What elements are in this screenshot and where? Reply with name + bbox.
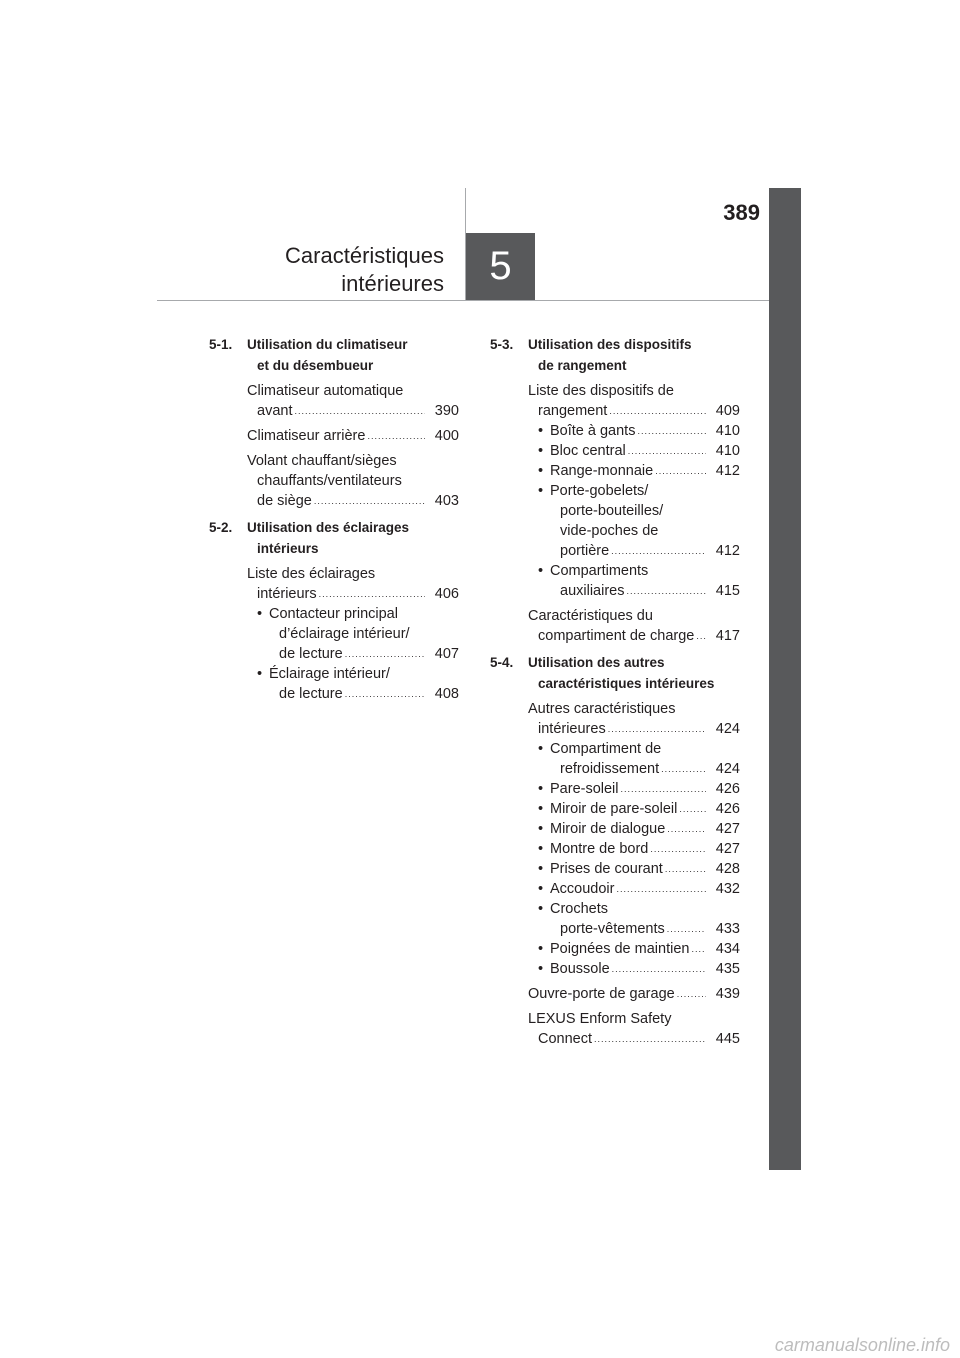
toc-subentry[interactable] <box>538 461 740 481</box>
section-title-line: Utilisation des dispositifs <box>528 337 692 352</box>
section-number: 5-3. <box>490 337 514 352</box>
entry-text-line: intérieurs ..... <box>247 584 425 604</box>
toc-subentry[interactable] <box>538 421 740 441</box>
entry-page-number: 445 <box>706 1029 740 1049</box>
entry-page-number: 428 <box>706 859 740 879</box>
entry-text-line: • Boîte à gants ..... <box>550 421 706 441</box>
toc-subentry[interactable] <box>538 879 740 899</box>
toc-section <box>209 334 459 511</box>
entry-text-line: • Miroir de pare-soleil ..... <box>550 799 706 819</box>
toc-subentry[interactable] <box>257 664 459 704</box>
entry-page-number: 426 <box>706 799 740 819</box>
watermark-footer: carmanualsonline.info <box>774 1335 950 1355</box>
entry-text-line: • Miroir de dialogue ..... <box>550 819 706 839</box>
toc-entry[interactable] <box>247 564 459 604</box>
toc-subentry[interactable] <box>538 441 740 461</box>
toc-subentry[interactable] <box>538 561 740 601</box>
entry-page-number: 427 <box>706 819 740 839</box>
entry-text-line: • Montre de bord ..... <box>550 839 706 859</box>
toc-section <box>490 334 740 646</box>
chapter-title-line1: Caractéristiques <box>285 243 444 268</box>
entry-page-number: 408 <box>425 684 459 704</box>
entry-page-number: 400 <box>425 426 459 446</box>
section-heading[interactable] <box>490 334 740 376</box>
toc-subentry[interactable] <box>538 959 740 979</box>
entry-text-line: de lecture ..... <box>269 684 425 704</box>
entry-page-number: 412 <box>706 541 740 561</box>
toc-entry[interactable] <box>528 699 740 739</box>
entry-page-number: 410 <box>706 421 740 441</box>
section-heading[interactable] <box>490 652 740 694</box>
entry-page-number: 415 <box>706 581 740 601</box>
entry-page-number: 434 <box>706 939 740 959</box>
entry-page-number: 439 <box>706 984 740 1004</box>
entry-page-number: 426 <box>706 779 740 799</box>
entry-page-number: 417 <box>706 626 740 646</box>
toc-entry[interactable] <box>247 381 459 421</box>
entry-text-line: chauffants/ventilateurs <box>257 473 402 489</box>
section-title <box>528 652 740 694</box>
entry-text-line: Liste des éclairages <box>247 566 376 582</box>
toc-section <box>209 517 459 704</box>
toc-subentry[interactable] <box>538 481 740 561</box>
entry-text-line: • Crochets <box>550 901 609 917</box>
entry-text-line: rangement ..... <box>528 401 706 421</box>
entry-page-number: 435 <box>706 959 740 979</box>
entry-text-line: • Poignées de maintien ..... <box>550 939 706 959</box>
entry-text-line: • Prises de courant ..... <box>550 859 706 879</box>
entry-page-number: 406 <box>425 584 459 604</box>
entry-text-line: Liste des dispositifs de <box>528 383 674 399</box>
toc-left-column <box>209 334 459 710</box>
chapter-number: 5 <box>489 244 512 288</box>
section-title-line: Utilisation des autres <box>528 655 665 670</box>
entry-text-line: porte-bouteilles/ <box>560 503 664 519</box>
chapter-side-tab <box>769 188 801 1170</box>
entry-text-line: • Bloc central ..... <box>550 441 706 461</box>
chapter-title-line2: intérieures <box>341 271 444 296</box>
entry-text-line: intérieures ..... <box>528 719 706 739</box>
entry-text-line: • Range-monnaie ..... <box>550 461 706 481</box>
toc-right-column <box>490 334 740 1055</box>
section-title-line: Utilisation du climatiseur <box>247 337 408 352</box>
entry-text-line: d’éclairage intérieur/ <box>279 626 410 642</box>
section-number: 5-1. <box>209 337 233 352</box>
entry-page-number: 403 <box>425 491 459 511</box>
entry-text-line: Caractéristiques du <box>528 608 653 624</box>
toc-entry[interactable] <box>528 606 740 646</box>
entry-text-line: avant ..... <box>247 401 425 421</box>
entry-text-line: Climatiseur automatique <box>247 383 404 399</box>
entry-text-line: Climatiseur arrière ..... <box>247 426 425 446</box>
entry-text-line: portière ..... <box>550 541 706 561</box>
entry-text-line: Volant chauffant/sièges <box>247 453 397 469</box>
entry-text-line: • Boussole ..... <box>550 959 706 979</box>
entry-text-line: • Pare-soleil ..... <box>550 779 706 799</box>
entry-page-number: 424 <box>706 759 740 779</box>
entry-text-line: LEXUS Enform Safety <box>528 1011 672 1027</box>
toc-subentry[interactable] <box>538 939 740 959</box>
section-title <box>247 517 459 559</box>
section-heading[interactable] <box>209 517 459 559</box>
section-title-line: intérieurs <box>257 541 319 556</box>
entry-text-line: de siège ..... <box>247 491 425 511</box>
entry-text-line: • Éclairage intérieur/ <box>269 666 390 682</box>
entry-text-line: • Accoudoir ..... <box>550 879 706 899</box>
header-divider-horizontal <box>157 300 769 301</box>
entry-page-number: 410 <box>706 441 740 461</box>
entry-page-number: 427 <box>706 839 740 859</box>
entry-text-line: Connect ..... <box>528 1029 706 1049</box>
entry-text-line: Autres caractéristiques <box>528 701 676 717</box>
page-number: 389 <box>723 200 760 225</box>
entry-text-line: • Compartiment de <box>550 741 662 757</box>
entry-text-line: • Porte-gobelets/ <box>550 483 649 499</box>
entry-text-line: • Contacteur principal <box>269 606 398 622</box>
section-number: 5-2. <box>209 520 233 535</box>
toc-subentry[interactable] <box>538 739 740 779</box>
entry-page-number: 407 <box>425 644 459 664</box>
entry-page-number: 390 <box>425 401 459 421</box>
toc-subentry[interactable] <box>538 819 740 839</box>
toc-subentry[interactable] <box>538 839 740 859</box>
toc-subentry[interactable] <box>538 859 740 879</box>
entry-text-line: auxiliaires ..... <box>550 581 706 601</box>
entry-page-number: 412 <box>706 461 740 481</box>
section-number: 5-4. <box>490 655 514 670</box>
entry-page-number: 424 <box>706 719 740 739</box>
entry-page-number: 432 <box>706 879 740 899</box>
entry-page-number: 433 <box>706 919 740 939</box>
toc-entry[interactable] <box>247 451 459 511</box>
entry-text-line: compartiment de charge ..... <box>528 626 706 646</box>
section-title-line: caractéristiques intérieures <box>538 676 715 691</box>
entry-text-line: de lecture ..... <box>269 644 425 664</box>
toc-entry[interactable] <box>247 426 459 446</box>
chapter-number-box <box>466 233 535 300</box>
entry-text-line: • Compartiments <box>550 563 649 579</box>
entry-text-line: Ouvre-porte de garage ..... <box>528 984 706 1004</box>
entry-text-line: porte-vêtements ..... <box>550 919 706 939</box>
toc-subentry[interactable] <box>257 604 459 664</box>
toc-subentry[interactable] <box>538 779 740 799</box>
entry-text-line: refroidissement ..... <box>550 759 706 779</box>
toc-entry[interactable] <box>528 984 740 1004</box>
toc-section <box>490 652 740 1049</box>
section-heading[interactable] <box>209 334 459 376</box>
section-title <box>528 334 740 376</box>
toc-subentry[interactable] <box>538 799 740 819</box>
toc-subentry[interactable] <box>538 899 740 939</box>
toc-entry[interactable] <box>528 1009 740 1049</box>
section-title-line: Utilisation des éclairages <box>247 520 410 535</box>
entry-text-line: vide-poches de <box>560 523 659 539</box>
section-title-line: de rangement <box>538 358 627 373</box>
section-title <box>247 334 459 376</box>
chapter-title <box>240 242 444 298</box>
toc-entry[interactable] <box>528 381 740 421</box>
entry-page-number: 409 <box>706 401 740 421</box>
section-title-line: et du désembueur <box>257 358 374 373</box>
